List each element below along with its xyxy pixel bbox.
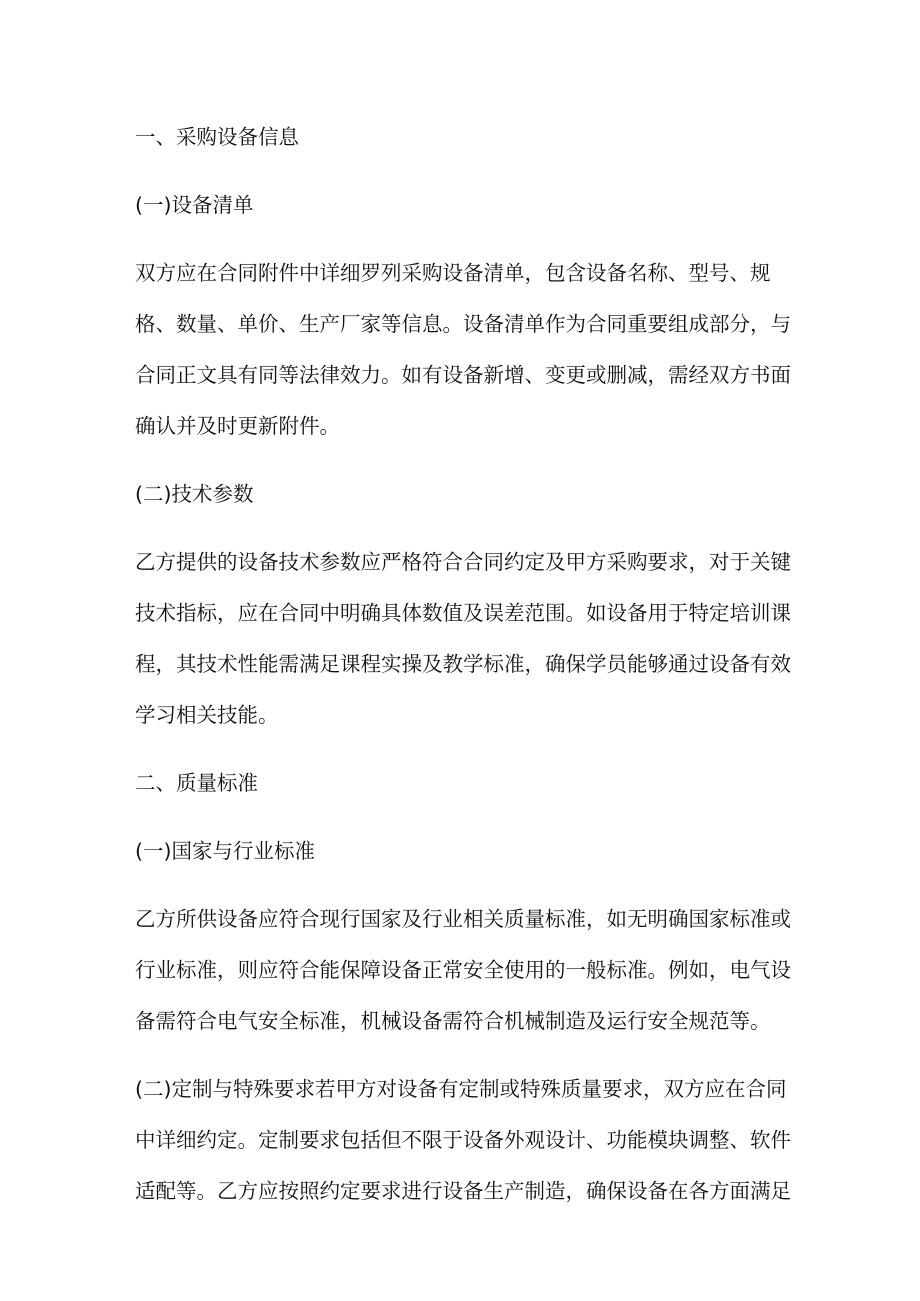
- paragraph-line: 确认并及时更新附件。: [135, 414, 340, 438]
- document-page: [135, 112, 791, 1217]
- paragraph-line: 格、数量、单价、生产厂家等信息。设备清单作为合同重要组成部分，与: [135, 312, 791, 336]
- subsection-heading-technical-parameters: (二)技术参数: [135, 482, 254, 506]
- paragraph-line: 程，其技术性能需满足课程实操及教学标准，确保学员能够通过设备有效: [135, 652, 791, 676]
- section-heading-2: 二、质量标准: [135, 771, 258, 795]
- paragraph-equipment-list: [135, 248, 791, 452]
- spacer: [135, 809, 787, 826]
- paragraph-line: 中详细约定。定制要求包括但不限于设备外观设计、功能模块调整、软件: [135, 1128, 791, 1152]
- spacer: [135, 1047, 787, 1064]
- subsection-heading-equipment-list: (一)设备清单: [135, 193, 254, 217]
- paragraph-line: 备需符合电气安全标准，机械设备需符合机械制造及运行安全规范等。: [135, 1009, 771, 1033]
- paragraph-line: (二)定制与特殊要求若甲方对设备有定制或特殊质量要求，双方应在合同: [135, 1077, 787, 1101]
- section-heading-1: 一、采购设备信息: [135, 125, 299, 149]
- paragraph-line: 双方应在合同附件中详细罗列采购设备清单，包含设备名称、型号、规: [135, 261, 771, 285]
- paragraph-national-standards: [135, 894, 791, 1047]
- paragraph-custom-requirements: [135, 1064, 791, 1217]
- spacer: [135, 877, 787, 894]
- paragraph-line: 乙方提供的设备技术参数应严格符合合同约定及甲方采购要求，对于关键: [135, 550, 791, 574]
- paragraph-line: 适配等。乙方应按照约定要求进行设备生产制造，确保设备在各方面满足: [135, 1179, 791, 1203]
- paragraph-line: 合同正文具有同等法律效力。如有设备新增、变更或删减，需经双方书面: [135, 363, 791, 387]
- paragraph-line: 技术指标，应在合同中明确具体数值及误差范围。如设备用于特定培训课: [135, 601, 791, 625]
- spacer: [135, 741, 787, 758]
- paragraph-technical-parameters: [135, 537, 791, 741]
- spacer: [135, 520, 787, 537]
- spacer: [135, 452, 787, 469]
- paragraph-line: 乙方所供设备应符合现行国家及行业相关质量标准，如无明确国家标准或: [135, 907, 791, 931]
- paragraph-line: 行业标准，则应符合能保障设备正常安全使用的一般标准。例如，电气设: [135, 958, 791, 982]
- spacer: [135, 163, 787, 180]
- spacer: [135, 231, 787, 248]
- subsection-heading-national-standards: (一)国家与行业标准: [135, 839, 315, 863]
- paragraph-line: 学习相关技能。: [135, 703, 279, 727]
